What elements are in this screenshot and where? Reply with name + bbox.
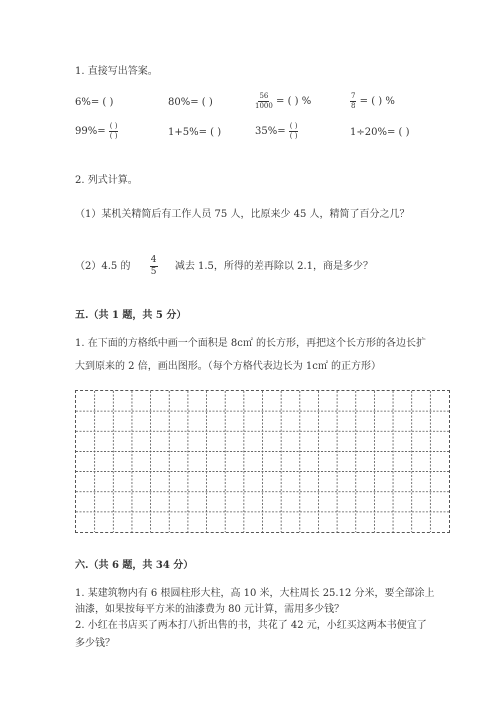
problem-3 xyxy=(255,93,311,110)
section6-q2-line1: 2. 小红在书店买了两本打八折出售的书，共花了 42 元，小红买这两本书便宜了 xyxy=(75,620,427,631)
question-2-1: （1）某机关精简后有工作人员 75 人，比原来少 45 人，精简了百分之几？ xyxy=(75,209,410,220)
section2-title: 2. 列式计算。 xyxy=(75,175,138,186)
fraction xyxy=(350,93,356,110)
fraction xyxy=(289,123,299,140)
problem-8: 1÷20%= ( ) xyxy=(350,127,410,138)
question-2-2-suffix: 减去 1.5，所得的差再除以 2.1，商是多少？ xyxy=(174,261,373,272)
fraction-numerator: 56 xyxy=(259,92,269,100)
section5-question-line2: 大到原来的 2 倍，画出图形。（每个方格代表边长为 1c㎡ 的正方形） xyxy=(75,361,382,372)
section5-heading: 五.（共 1 题，共 5 分） xyxy=(75,310,187,321)
problem-3-text: = ( ) % xyxy=(276,96,312,107)
fraction xyxy=(109,123,119,140)
fraction-numerator: 4 xyxy=(150,255,157,265)
fraction-denominator: 1000 xyxy=(255,102,273,110)
fraction xyxy=(255,93,273,110)
problem-5 xyxy=(75,123,118,140)
fraction-denominator: 5 xyxy=(150,267,157,277)
problem-4 xyxy=(350,93,395,110)
problem-1: 6%= ( ) xyxy=(75,97,114,108)
section1-title: 1. 直接写出答案。 xyxy=(75,66,158,77)
problem-2: 80%= ( ) xyxy=(168,97,213,108)
question-2-2 xyxy=(75,256,373,277)
fraction-denominator: 8 xyxy=(351,102,356,110)
fraction-numerator: ( ) xyxy=(289,122,298,130)
fraction-numerator: 7 xyxy=(351,92,356,100)
section6-q2-line2: 多少钱？ xyxy=(75,638,115,649)
fraction-denominator: ( ) xyxy=(109,132,118,140)
fraction-numerator: ( ) xyxy=(109,122,118,130)
problem-7 xyxy=(255,123,298,140)
section6-heading: 六.（共 6 题，共 34 分） xyxy=(75,560,194,571)
fraction-denominator: ( ) xyxy=(289,132,298,140)
grid-lines xyxy=(76,391,449,532)
section5-question-line1: 1. 在下面的方格纸中画一个面积是 8c㎡ 的长方形，再把这个长方形的各边长扩 xyxy=(75,338,427,349)
section6-q1-line2: 油漆，如果按每平方米的油漆费为 80 元计算，需用多少钱？ xyxy=(75,604,345,615)
question-2-2-prefix: （2）4.5 的 xyxy=(75,261,131,272)
fraction xyxy=(150,256,158,277)
problem-4-text: = ( ) % xyxy=(359,96,395,107)
problem-5-prefix: 99%= xyxy=(75,126,106,137)
problem-7-prefix: 35%= xyxy=(255,126,286,137)
problem-6: 1+5%= ( ) xyxy=(168,127,222,138)
graph-paper-grid[interactable] xyxy=(75,390,450,533)
section6-q1-line1: 1. 某建筑物内有 6 根圆柱形大柱，高 10 米，大柱周长 25.12 分米，要全部涂上 xyxy=(75,588,435,599)
